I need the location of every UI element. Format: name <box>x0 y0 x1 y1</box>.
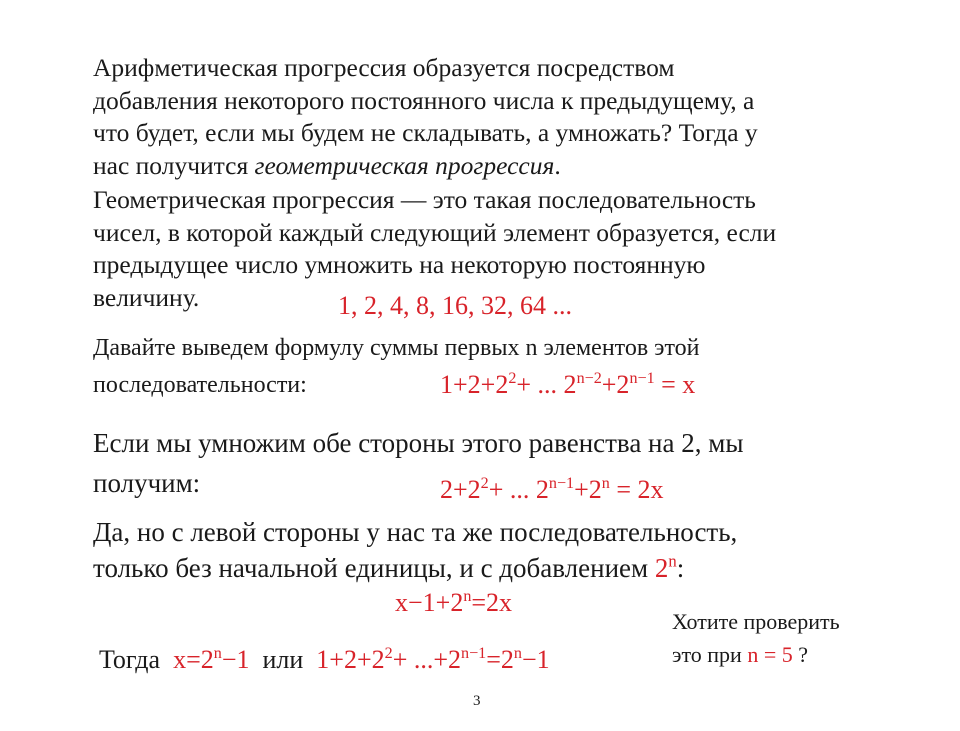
intro-line: Арифметическая прогрессия образуется посредством <box>93 53 675 82</box>
observation-colon: : <box>676 553 685 583</box>
observation-line-2-text: только без начальной единицы, и с добавлением <box>93 553 655 583</box>
definition-line: Геометрическая прогрессия — это такая последовательность <box>93 185 756 214</box>
derive-line-1: Давайте выведем формулу суммы первых n элементов этой <box>93 335 700 361</box>
result-formula: $x=2^n-1$ <box>166 645 256 674</box>
definition-line: чисел, в которой каждый следующий элемент образуется, если <box>93 217 777 247</box>
multiply-line-2: получим: <box>93 468 201 498</box>
multiply-line-1: Если мы умножим обе стороны этого равенства на 2, мы <box>93 428 744 458</box>
observation-line-1: Да, но с левой стороны у нас та же последовательность, <box>93 517 738 547</box>
intro-line: что будет, если мы будем не складывать, а умножать? Тогда у <box>93 118 758 147</box>
derive-line-2: последовательности: <box>93 372 307 398</box>
check-note <box>672 605 840 671</box>
intro-paragraph <box>93 52 758 182</box>
equation-x: $x-1+2^n=2x$ <box>395 588 513 617</box>
sum-formula: $1+2+2^2+$ ... $2^{n-2}+2^{n-1} = x$ <box>440 370 696 399</box>
definition-line: предыдущее число умножить на некоторую постоянную <box>93 250 706 279</box>
conclusion-then: Тогда <box>99 645 161 674</box>
intro-last-suffix: . <box>554 150 561 180</box>
check-note-value: n = 5 <box>747 642 793 667</box>
conclusion-or: или <box>262 645 304 674</box>
intro-term: геометрическая прогрессия <box>254 150 555 180</box>
intro-line <box>93 150 758 183</box>
check-note-suffix: ? <box>792 642 809 667</box>
page-number: 3 <box>473 693 481 709</box>
doubled-sum-formula: $2+2^2+$ ... $2^{n-1}+2^n = 2x$ <box>440 475 664 504</box>
sequence-example: 1, 2, 4, 8, 16, 32, 64 ... <box>338 291 572 320</box>
observation-line-2 <box>93 550 737 586</box>
intro-line: добавления некоторого постоянного числа к предыдущему, а <box>93 85 755 115</box>
check-note-line-1: Хотите проверить <box>672 609 840 634</box>
conclusion-line <box>99 645 550 675</box>
check-note-prefix: это при <box>672 642 748 667</box>
final-sum-formula: $1+2+2^2+ ...+2^{n-1}=2^n-1$ <box>309 645 550 674</box>
power-term: 2$^n$ <box>654 551 677 583</box>
check-note-line-2 <box>672 638 840 671</box>
intro-last-prefix: нас получится <box>93 150 255 180</box>
observation-paragraph <box>93 514 737 586</box>
definition-line: величину. <box>93 282 200 312</box>
